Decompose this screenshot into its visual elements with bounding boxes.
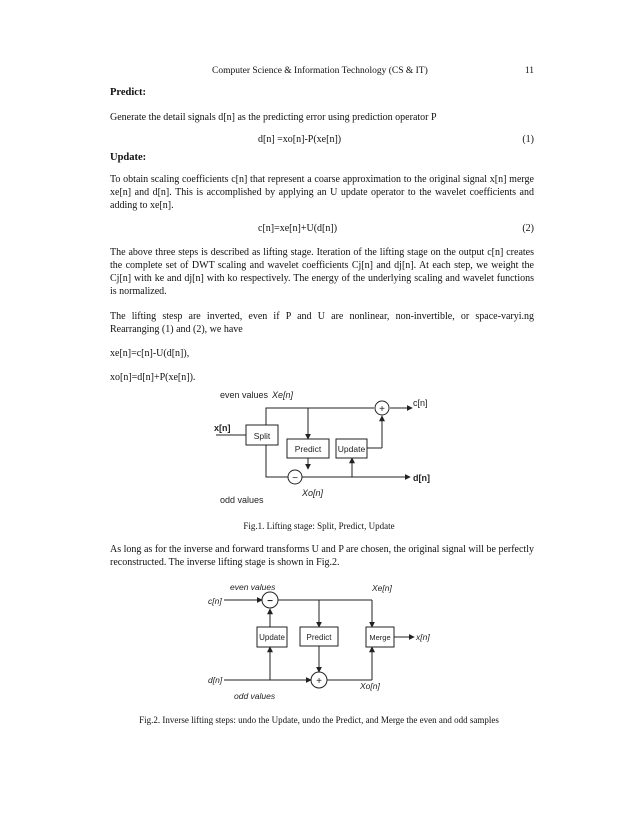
update-label: Update bbox=[259, 633, 285, 642]
page-number: 11 bbox=[524, 66, 534, 76]
figure-1-caption: Fig.1. Lifting stage: Split, Predict, Update bbox=[243, 521, 395, 531]
c-input-label: c[n] bbox=[208, 596, 222, 606]
xo-label: Xo[n] bbox=[360, 681, 380, 691]
xo-label: Xo[n] bbox=[302, 488, 324, 498]
figure-1-lifting-stage bbox=[200, 385, 450, 513]
update-heading: Update: bbox=[110, 152, 147, 163]
odd-values-label: odd values bbox=[220, 495, 264, 505]
merge-label: Merge bbox=[369, 633, 391, 642]
figure-2-caption: Fig.2. Inverse lifting steps: undo the Update, undo the Predict, and Merge the even and odd samples bbox=[139, 715, 499, 725]
d-output-label: d[n] bbox=[413, 473, 430, 483]
plus-sign: + bbox=[316, 676, 322, 687]
d-input-label: d[n] bbox=[208, 675, 223, 685]
predict-eq-number: (1) bbox=[522, 134, 534, 145]
update-label: Update bbox=[337, 444, 366, 454]
c-output-label: c[n] bbox=[413, 398, 428, 408]
even-values-label: even values bbox=[230, 582, 276, 592]
update-eq-number: (2) bbox=[522, 223, 534, 234]
minus-sign: − bbox=[267, 596, 273, 607]
predict-label: Predict bbox=[294, 444, 322, 454]
split-label: Split bbox=[253, 431, 271, 441]
predict-text: Generate the detail signals d[n] as the predicting error using prediction operator P bbox=[110, 112, 437, 123]
plus-sign: + bbox=[379, 404, 385, 415]
update-equation: c[n]=xe[n]+U(d[n]) bbox=[258, 223, 338, 234]
minus-sign: − bbox=[292, 473, 298, 484]
figure-2-inverse-lifting bbox=[200, 577, 460, 707]
even-line bbox=[266, 408, 374, 425]
predict-equation: d[n] =xo[n]-P(xe[n]) bbox=[258, 134, 342, 145]
xe-label: Xe[n] bbox=[272, 390, 294, 400]
odd-values-label: odd values bbox=[234, 691, 276, 701]
update-text: To obtain scaling coefficients c[n] that represent a coarse approximation to the original signal x[n] merge xe[n] and d[n]. This is accomplished by applying an U update operator to the wavelet coefficients and adding to xe[n]. bbox=[110, 174, 534, 211]
lifting-paragraph: The above three steps is described as lifting stage. Iteration of the lifting stage on the output c[n] creates the complete set of DWT scaling and wavelet coefficients Cj[n] and dj[n]. At each step, we weight the Cj[n] with ke and dj[n] with ko respectively. The energy of the underlying scaling and wavelet functions is normalized. bbox=[110, 247, 534, 297]
odd-line bbox=[266, 445, 288, 477]
journal-title: Computer Science & Information Technology (CS & IT) bbox=[212, 66, 428, 76]
inverse-equation-2: xo[n]=d[n]+P(xe[n]). bbox=[110, 372, 196, 383]
even-values-label: even values bbox=[220, 390, 269, 400]
x-output-label: x[n] bbox=[416, 632, 430, 642]
predict-label: Predict bbox=[306, 633, 332, 642]
x-input-label: x[n] bbox=[214, 423, 231, 433]
predict-heading: Predict: bbox=[110, 87, 146, 98]
inverse-equation-1: xe[n]=c[n]-U(d[n]), bbox=[110, 348, 190, 359]
inverted-paragraph: The lifting stesp are inverted, even if P and U are nonlinear, non-invertible, or space-varyi.ng Rearranging (1) and (2), we have bbox=[110, 311, 534, 335]
xe-label: Xe[n] bbox=[372, 583, 392, 593]
inverse-paragraph: As long as for the inverse and forward transforms U and P are chosen, the original signal will be perfectly reconstructed. The inverse lifting stage is shown in Fig.2. bbox=[110, 544, 534, 568]
